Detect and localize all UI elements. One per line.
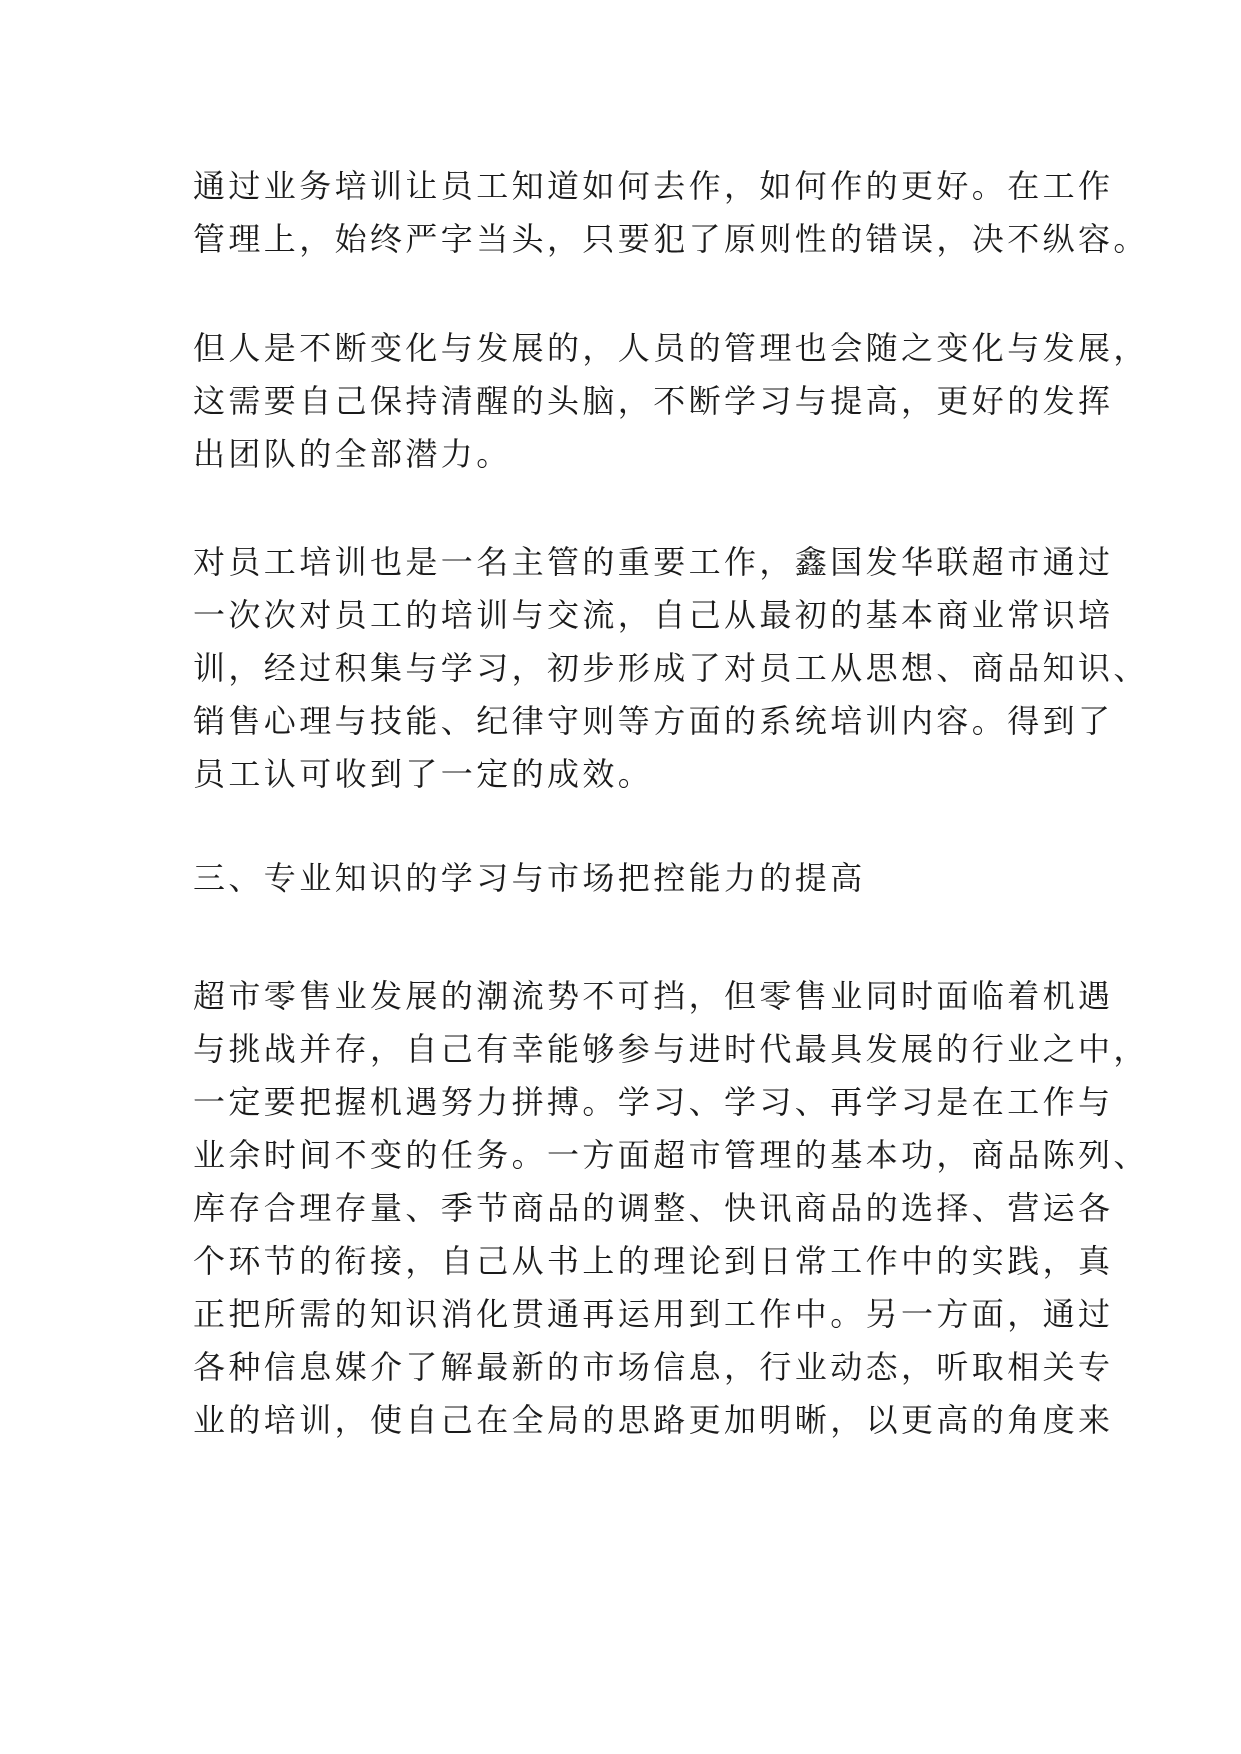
paragraph-line: 超市零售业发展的潮流势不可挡，但零售业同时面临着机遇	[193, 977, 1114, 1015]
paragraph-line: 与挑战并存，自己有幸能够参与进时代最具发展的行业之中，	[193, 1030, 1149, 1068]
paragraph-line: 一次次对员工的培训与交流，自己从最初的基本商业常识培	[193, 596, 1114, 634]
paragraph-line: 业余时间不变的任务。一方面超市管理的基本功，商品陈列、	[193, 1136, 1149, 1174]
paragraph-line: 库存合理存量、季节商品的调整、快讯商品的选择、营运各	[193, 1189, 1114, 1227]
paragraph-line: 各种信息媒介了解最新的市场信息，行业动态，听取相关专	[193, 1348, 1114, 1386]
paragraph-line: 通过业务培训让员工知道如何去作，如何作的更好。在工作	[193, 167, 1114, 205]
paragraph-line: 个环节的衔接，自己从书上的理论到日常工作中的实践，真	[193, 1242, 1114, 1280]
paragraph-line: 但人是不断变化与发展的，人员的管理也会随之变化与发展，	[193, 329, 1149, 367]
section-heading	[193, 852, 1050, 905]
paragraph-line: 一定要把握机遇努力拼搏。学习、学习、再学习是在工作与	[193, 1083, 1114, 1121]
paragraph-line: 销售心理与技能、纪律守则等方面的系统培训内容。得到了	[193, 702, 1114, 740]
paragraph-3	[193, 536, 1149, 801]
paragraph-line: 管理上，始终严字当头，只要犯了原则性的错误，决不纵容。	[193, 220, 1149, 258]
paragraph-5	[193, 970, 1149, 1447]
paragraph-line: 对员工培训也是一名主管的重要工作，鑫国发华联超市通过	[193, 543, 1114, 581]
paragraph-line: 这需要自己保持清醒的头脑，不断学习与提高，更好的发挥	[193, 382, 1114, 420]
paragraph-line: 正把所需的知识消化贯通再运用到工作中。另一方面，通过	[193, 1295, 1114, 1333]
paragraph-line: 业的培训，使自己在全局的思路更加明晰，以更高的角度来	[193, 1401, 1114, 1439]
paragraph-line: 训，经过积集与学习，初步形成了对员工从思想、商品知识、	[193, 649, 1149, 687]
paragraph-2	[193, 322, 1149, 481]
paragraph-line: 出团队的全部潜力。	[193, 435, 512, 473]
paragraph-line: 员工认可收到了一定的成效。	[193, 755, 654, 793]
paragraph-1	[193, 160, 1149, 266]
section-heading-text: 三、专业知识的学习与市场把控能力的提高	[193, 859, 866, 897]
